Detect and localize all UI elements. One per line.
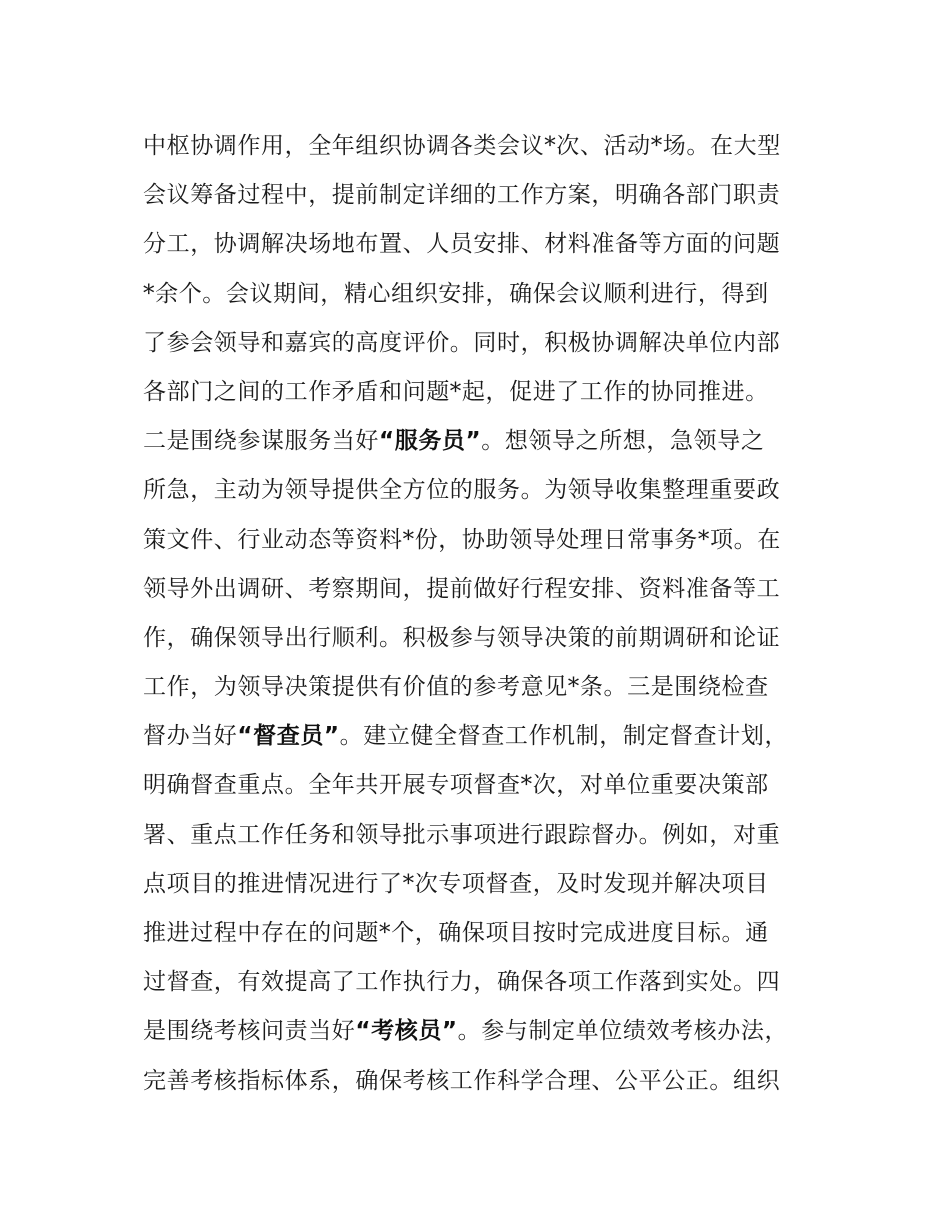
text-line	[143, 761, 843, 810]
text-segment: 二是围绕参谋服务当好	[143, 428, 379, 455]
text-segment: 策文件、行业动态等资料*份，协助领导处理日常事务*项。在	[143, 526, 781, 553]
emphasized-role-title: “服务员”	[379, 428, 482, 455]
text-segment: 过督查，有效提高了工作执行力，确保各项工作落到实处。四	[143, 969, 781, 996]
text-segment: 明确督查重点。全年共开展专项督查*次，对单位重要决策部	[143, 772, 769, 799]
emphasized-role-title: “考核员”	[355, 1018, 458, 1045]
text-line	[143, 516, 843, 565]
text-line	[143, 909, 843, 958]
text-line	[143, 663, 843, 712]
text-segment: 领导外出调研、考察期间，提前做好行程安排、资料准备等工	[143, 575, 781, 602]
text-line	[143, 1007, 843, 1056]
text-line	[143, 466, 843, 515]
body-text	[143, 122, 843, 1106]
text-segment: 所急，主动为领导提供全方位的服务。为领导收集整理重要政	[143, 477, 781, 504]
text-line	[143, 368, 843, 417]
text-line	[143, 220, 843, 269]
text-segment: 了参会领导和嘉宾的高度评价。同时，积极协调解决单位内部	[143, 329, 781, 356]
emphasized-role-title: “督查员”	[237, 723, 340, 750]
text-line	[143, 319, 843, 368]
text-segment: 推进过程中存在的问题*个，确保项目按时完成进度目标。通	[143, 920, 769, 946]
text-segment: 。想领导之所想，急领导之	[481, 428, 765, 455]
text-line	[143, 565, 843, 614]
text-segment: 分工，协调解决场地布置、人员安排、材料准备等方面的问题	[143, 231, 781, 258]
text-line	[143, 122, 843, 171]
text-segment: 完善考核指标体系，确保考核工作科学合理、公平公正。组织	[143, 1067, 781, 1094]
text-segment: 会议筹备过程中，提前制定详细的工作方案，明确各部门职责	[143, 182, 781, 209]
text-segment: 署、重点工作任务和领导批示事项进行跟踪督办。例如，对重	[143, 821, 781, 848]
text-line	[143, 712, 843, 761]
text-segment: 督办当好	[143, 723, 238, 750]
text-line	[143, 1057, 843, 1106]
text-line	[143, 811, 843, 860]
text-segment: 。参与制定单位绩效考核办法，	[457, 1018, 789, 1045]
text-line	[143, 958, 843, 1007]
text-segment: 作，确保领导出行顺利。积极参与领导决策的前期调研和论证	[143, 624, 781, 651]
text-segment: *余个。会议期间，精心组织安排，确保会议顺利进行，得到	[143, 280, 769, 307]
text-segment: 中枢协调作用，全年组织协调各类会议*次、活动*场。在大型	[143, 133, 781, 159]
text-line	[143, 860, 843, 909]
text-line	[143, 417, 843, 466]
text-segment: 工作，为领导决策提供有价值的参考意见*条。三是围绕检查	[143, 674, 769, 701]
text-line	[143, 614, 843, 663]
text-segment: 点项目的推进情况进行了*次专项督查，及时发现并解决项目	[143, 870, 769, 897]
text-segment: 是围绕考核问责当好	[143, 1018, 356, 1045]
text-segment: 。建立健全督查工作机制，制定督查计划，	[339, 723, 789, 750]
text-line	[143, 270, 843, 319]
text-segment: 各部门之间的工作矛盾和问题*起，促进了工作的协同推进。	[143, 378, 769, 405]
text-line	[143, 171, 843, 220]
